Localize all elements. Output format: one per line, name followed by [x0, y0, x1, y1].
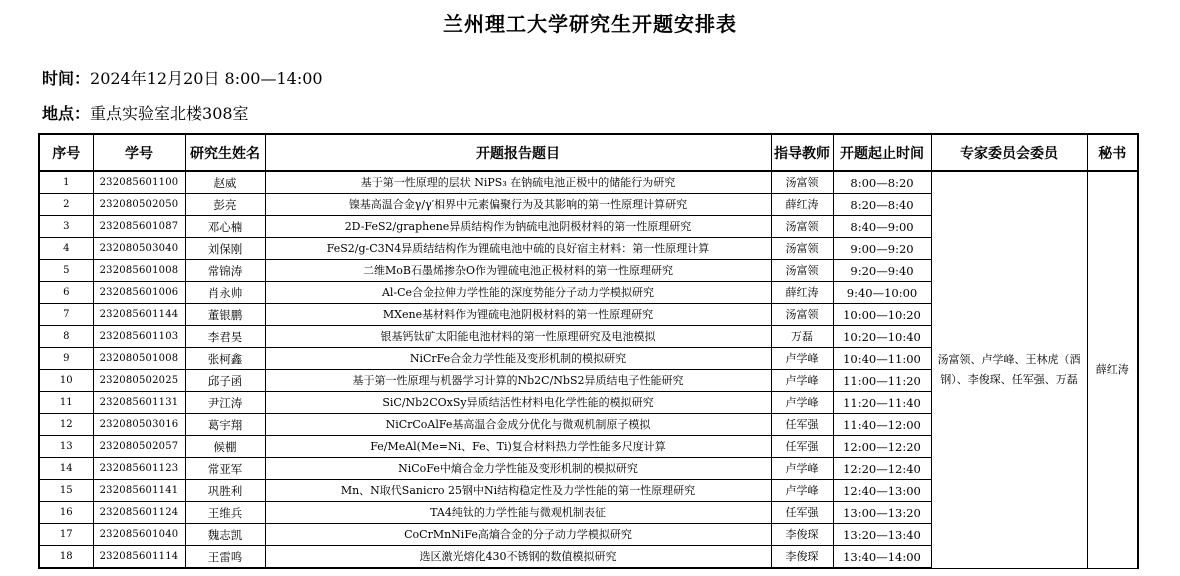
- row-student-id: 232080502050: [93, 194, 185, 216]
- row-no: 17: [39, 524, 93, 546]
- row-no: 10: [39, 370, 93, 392]
- header-committee: 专家委员会委员: [931, 134, 1087, 171]
- row-student-id: 232085601040: [93, 524, 185, 546]
- row-topic: 镍基高温合金γ/γ′相界中元素偏聚行为及其影响的第一性原理计算研究: [265, 194, 771, 216]
- row-no: 6: [39, 282, 93, 304]
- row-no: 1: [39, 171, 93, 194]
- row-advisor: 汤富领: [771, 260, 833, 282]
- row-time: 12:00—12:20: [833, 436, 931, 458]
- row-topic: Mn、N取代Sanicro 25钢中Ni结构稳定性及力学性能的第一性原理研究: [265, 480, 771, 502]
- row-topic: NiCoFe中熵合金力学性能及变形机制的模拟研究: [265, 458, 771, 480]
- row-advisor: 卢学峰: [771, 370, 833, 392]
- time-label: 时间：: [42, 69, 91, 88]
- row-topic: Fe/MeAl(Me=Ni、Fe、Ti)复合材料热力学性能多尺度计算: [265, 436, 771, 458]
- row-topic: MXene基材料作为锂硫电池阴极材料的第一性原理研究: [265, 304, 771, 326]
- row-student-name: 张柯鑫: [185, 348, 265, 370]
- row-time: 8:00—8:20: [833, 171, 931, 194]
- row-topic: 基于第一性原理的层状 NiPS₃ 在钠硫电池正极中的储能行为研究: [265, 171, 771, 194]
- row-topic: 银基钙钛矿太阳能电池材料的第一性原理研究及电池模拟: [265, 326, 771, 348]
- row-advisor: 任军强: [771, 414, 833, 436]
- row-topic: 选区激光熔化430不锈钢的数值模拟研究: [265, 546, 771, 569]
- row-time: 8:20—8:40: [833, 194, 931, 216]
- row-time: 8:40—9:00: [833, 216, 931, 238]
- row-topic: 二维MoB石墨烯掺杂O作为锂硫电池正极材料的第一性原理研究: [265, 260, 771, 282]
- row-no: 13: [39, 436, 93, 458]
- row-student-id: 232085601008: [93, 260, 185, 282]
- row-topic: NiCrFe合金力学性能及变形机制的模拟研究: [265, 348, 771, 370]
- row-time: 13:40—14:00: [833, 546, 931, 569]
- row-no: 9: [39, 348, 93, 370]
- row-student-id: 232080502057: [93, 436, 185, 458]
- row-no: 14: [39, 458, 93, 480]
- row-advisor: 李俊琛: [771, 524, 833, 546]
- header-topic: 开题报告题目: [265, 134, 771, 171]
- row-advisor: 卢学峰: [771, 348, 833, 370]
- header-no: 序号: [39, 134, 93, 171]
- place-value: 重点实验室北楼308室: [90, 104, 249, 123]
- row-no: 7: [39, 304, 93, 326]
- row-time: 10:20—10:40: [833, 326, 931, 348]
- row-student-name: 彭亮: [185, 194, 265, 216]
- row-advisor: 卢学峰: [771, 480, 833, 502]
- table-row: [39, 171, 1138, 194]
- row-advisor: 李俊琛: [771, 546, 833, 569]
- row-topic: NiCrCoAlFe基高温合金成分优化与微观机制原子模拟: [265, 414, 771, 436]
- row-time: 13:00—13:20: [833, 502, 931, 524]
- row-no: 12: [39, 414, 93, 436]
- header-time-range: 开题起止时间: [833, 134, 931, 171]
- row-student-name: 王雷鸣: [185, 546, 265, 569]
- header-secretary: 秘书: [1087, 134, 1138, 171]
- row-advisor: 薛红涛: [771, 194, 833, 216]
- header-student-id: 学号: [93, 134, 185, 171]
- row-advisor: 任军强: [771, 436, 833, 458]
- row-advisor: 汤富领: [771, 304, 833, 326]
- row-advisor: 万磊: [771, 326, 833, 348]
- row-student-id: 232085601114: [93, 546, 185, 569]
- row-no: 15: [39, 480, 93, 502]
- row-student-id: 232085601124: [93, 502, 185, 524]
- row-student-id: 232085601141: [93, 480, 185, 502]
- row-time: 9:40—10:00: [833, 282, 931, 304]
- row-topic: CoCrMnNiFe高熵合金的分子动力学模拟研究: [265, 524, 771, 546]
- row-student-name: 候棚: [185, 436, 265, 458]
- row-student-name: 赵威: [185, 171, 265, 194]
- row-advisor: 汤富领: [771, 216, 833, 238]
- row-topic: SiC/Nb2COxSy异质结活性材料电化学性能的模拟研究: [265, 392, 771, 414]
- row-topic: 基于第一性原理与机器学习计算的Nb2C/NbS2异质结电子性能研究: [265, 370, 771, 392]
- schedule-table: [38, 133, 1139, 569]
- row-time: 10:00—10:20: [833, 304, 931, 326]
- row-student-name: 尹江涛: [185, 392, 265, 414]
- row-advisor: 卢学峰: [771, 458, 833, 480]
- header-advisor: 指导教师: [771, 134, 833, 171]
- row-student-name: 邱子函: [185, 370, 265, 392]
- row-no: 5: [39, 260, 93, 282]
- row-student-name: 王维兵: [185, 502, 265, 524]
- row-time: 13:20—13:40: [833, 524, 931, 546]
- row-student-id: 232085601006: [93, 282, 185, 304]
- row-no: 2: [39, 194, 93, 216]
- row-student-name: 邓心楠: [185, 216, 265, 238]
- row-student-id: 232085601103: [93, 326, 185, 348]
- row-time: 11:20—11:40: [833, 392, 931, 414]
- place-label: 地点：: [42, 104, 91, 123]
- row-time: 12:40—13:00: [833, 480, 931, 502]
- row-no: 16: [39, 502, 93, 524]
- row-student-name: 李君昊: [185, 326, 265, 348]
- header-name: 研究生姓名: [185, 134, 265, 171]
- row-no: 18: [39, 546, 93, 569]
- row-advisor: 卢学峰: [771, 392, 833, 414]
- row-student-id: 232080503040: [93, 238, 185, 260]
- row-no: 3: [39, 216, 93, 238]
- row-advisor: 汤富领: [771, 171, 833, 194]
- row-student-name: 巩胜利: [185, 480, 265, 502]
- row-topic: TA4纯钛的力学性能与微观机制表征: [265, 502, 771, 524]
- row-student-id: 232085601100: [93, 171, 185, 194]
- row-student-name: 魏志凯: [185, 524, 265, 546]
- row-time: 11:00—11:20: [833, 370, 931, 392]
- table-header-row: [39, 134, 1138, 171]
- row-advisor: 任军强: [771, 502, 833, 524]
- row-no: 11: [39, 392, 93, 414]
- row-student-id: 232085601131: [93, 392, 185, 414]
- row-student-name: 常亚军: [185, 458, 265, 480]
- meeting-time: [42, 66, 323, 89]
- row-student-id: 232080501008: [93, 348, 185, 370]
- row-topic: FeS2/g-C3N4异质结结构作为锂硫电池中硫的良好宿主材料：第一性原理计算: [265, 238, 771, 260]
- row-student-id: 232085601087: [93, 216, 185, 238]
- row-student-id: 232080503016: [93, 414, 185, 436]
- row-time: 9:00—9:20: [833, 238, 931, 260]
- row-student-name: 刘保刚: [185, 238, 265, 260]
- row-student-name: 董银鹏: [185, 304, 265, 326]
- row-no: 4: [39, 238, 93, 260]
- meeting-place: [42, 101, 249, 124]
- row-advisor: 薛红涛: [771, 282, 833, 304]
- secretary-name: 薛红涛: [1087, 171, 1138, 568]
- row-student-name: 葛宇翔: [185, 414, 265, 436]
- row-time: 10:40—11:00: [833, 348, 931, 370]
- committee-members: 汤富领、卢学峰、王林虎（酒钢）、李俊琛、任军强、万磊: [931, 171, 1087, 568]
- row-student-id: 232085601144: [93, 304, 185, 326]
- row-time: 9:20—9:40: [833, 260, 931, 282]
- row-student-name: 常锦涛: [185, 260, 265, 282]
- time-value: 2024年12月20日 8:00—14:00: [90, 69, 323, 88]
- row-student-id: 232080502025: [93, 370, 185, 392]
- row-advisor: 汤富领: [771, 238, 833, 260]
- row-student-id: 232085601123: [93, 458, 185, 480]
- row-no: 8: [39, 326, 93, 348]
- row-time: 12:20—12:40: [833, 458, 931, 480]
- row-student-name: 肖永帅: [185, 282, 265, 304]
- row-topic: Al-Ce合金拉伸力学性能的深度势能分子动力学模拟研究: [265, 282, 771, 304]
- row-time: 11:40—12:00: [833, 414, 931, 436]
- row-topic: 2D-FeS2/graphene异质结构作为钠硫电池阴极材料的第一性原理研究: [265, 216, 771, 238]
- page-title: 兰州理工大学研究生开题安排表: [443, 12, 737, 36]
